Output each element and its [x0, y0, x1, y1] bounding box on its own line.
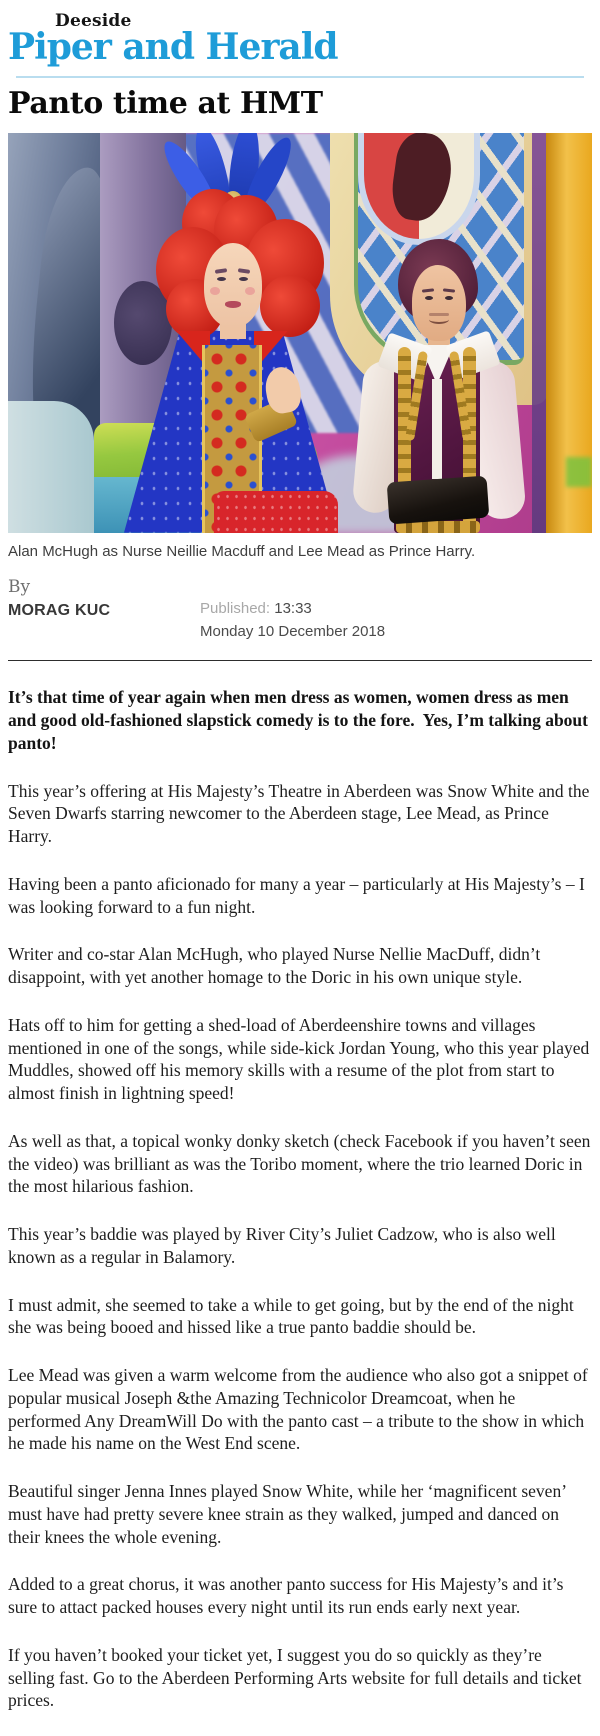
dame-eye — [217, 277, 226, 281]
published-label: Published: — [200, 599, 271, 617]
masthead — [0, 0, 600, 78]
published-info — [200, 577, 592, 644]
page-bottom-padding — [0, 1712, 600, 1736]
dame-red-skirt — [214, 491, 338, 533]
photo-curtain-bottom — [8, 401, 94, 533]
paragraph: I must admit, she seemed to take a while to get going, but by the end of the night she was being booed and hissed like a true panto baddie should be. — [8, 1294, 574, 1338]
masthead-kicker: Deeside — [55, 11, 132, 31]
author-block — [8, 577, 200, 644]
prince-brow — [443, 288, 455, 292]
article-photo — [8, 133, 592, 533]
by-label: By — [8, 576, 31, 597]
photo-caption: Alan McHugh as Nurse Neillie Macduff and Lee Mead as Prince Harry. — [8, 542, 476, 560]
masthead-rule — [16, 76, 584, 78]
dame-brow — [238, 268, 250, 274]
dame-face — [204, 243, 262, 327]
paragraph: This year’s baddie was played by River City’s Juliet Cadzow, who is also well known as a regular in Balamory. — [8, 1224, 556, 1267]
masthead-logo[interactable] — [8, 12, 592, 67]
prince-smile — [429, 315, 449, 324]
article-body — [8, 686, 592, 1712]
dame-wig-puff — [260, 275, 320, 337]
published-time: 13:33 — [274, 599, 312, 617]
article-main — [0, 87, 600, 1736]
paragraph: This year’s offering at His Majesty’s Theatre in Aberdeen was Snow White and the Seven Dwarfs starring newcomer to the Aberdeen stage, Lee Mead, as Prince Harry. — [8, 780, 590, 847]
paragraph: Hats off to him for getting a shed-load of Aberdeenshire towns and villages mentioned in one of the songs, while side-kick Jordan Young, who this year played Muddles, showed off his memory skills with a resume of the plot from start to almost finish in lightning speed! — [8, 1014, 590, 1104]
paragraph: Writer and co-star Alan McHugh, who played Nurse Nellie MacDuff, didn’t disappoint, with yet another homage to the Doric in his own unique style. — [8, 944, 541, 988]
dame-lips — [225, 301, 241, 308]
lead-paragraph: It’s that time of year again when men dress as women, women dress as men and good old-fashioned slapstick comedy is to the fore. Yes, I’m talking about panto! — [8, 687, 588, 753]
article-divider — [8, 660, 592, 661]
photo-shield-lion — [388, 133, 456, 224]
dame-cheek — [245, 287, 255, 295]
dame-cheek — [210, 287, 220, 295]
paragraph: If you haven’t booked your ticket yet, I suggest you do so quickly as they’re selling fast. Go to the Aberdeen Performing Arts website for full details and ticket prices. — [8, 1644, 582, 1711]
published-date: Monday 10 December 2018 — [200, 623, 386, 641]
prince-belt — [387, 475, 490, 524]
paragraph: Having been a panto aficionado for many a year – particularly at His Majesty’s – I was looking forward to a fun night. — [8, 873, 585, 917]
published-line — [200, 597, 592, 620]
prince-eye — [425, 296, 433, 300]
prince-shirt-strip — [432, 379, 442, 479]
paragraph: Added to a great chorus, it was another panto success for His Majesty’s and it’s sure to attact packed houses every night until its run ends early next year. — [8, 1574, 564, 1618]
masthead-title: Piper and Herald — [8, 26, 338, 68]
article-headline: Panto time at HMT — [8, 86, 323, 121]
prince-brow — [422, 288, 434, 292]
paragraph: Beautiful singer Jenna Innes played Snow White, while her ‘magnificent seven’ must have had pretty severe knee strain as they walked, jumped and danced on their knees the whole evening. — [8, 1481, 566, 1547]
byline — [8, 577, 592, 644]
dame-brow — [215, 268, 227, 274]
photo-green-accent — [566, 457, 592, 487]
paragraph: Lee Mead was given a warm welcome from the audience who also got a snippet of popular musical Joseph &the Amazing Technicolor Dreamcoat, when he performed Any DreamWill Do with the panto cast – a tribute to the show in which he made his name on the West End scene. — [8, 1365, 588, 1454]
prince-face — [412, 265, 466, 341]
prince-eye — [445, 296, 453, 300]
paragraph: As well as that, a topical wonky donky sketch (check Facebook if you haven’t seen the video) was brilliant as was the Toribo moment, where the trio learned Doric in the most hilarious fashion. — [8, 1130, 591, 1197]
author-name[interactable]: MORAG KUC — [8, 601, 111, 619]
dame-eye — [239, 277, 248, 281]
